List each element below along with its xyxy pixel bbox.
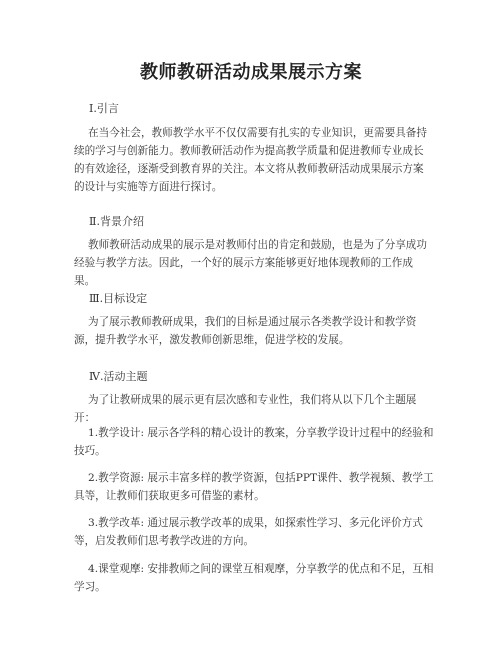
list-item-teaching-resources: 2.教学资源: 展示丰富多样的教学资源，包括PPT课件、教学视频、教学工具等，让教师们获取更多可借鉴的素材。 [74, 472, 434, 502]
list-item-teaching-reform: 3.教学改革: 通过展示教学改革的成果，如探索性学习、多元化评价方式等，启发教师们思考教学改进的方向。 [74, 517, 423, 547]
section-heading-background: Ⅱ.背景介绍 [89, 215, 144, 228]
section-heading-goals: Ⅲ.目标设定 [89, 292, 148, 305]
section-heading-themes: Ⅳ.活动主题 [89, 370, 148, 383]
section-heading-introduction: Ⅰ.引言 [89, 102, 119, 115]
paragraph-background: 教师教研活动成果的展示是对教师付出的肯定和鼓励，也是为了分享成功经验与教学方法。因此，一个好的展示方案能够更好地体现教师的工作成果。 [74, 239, 427, 287]
document-title: 教师教研活动成果展示方案 [140, 62, 362, 83]
paragraph-goals: 为了展示教师教研成果，我们的目标是通过展示各类教学设计和教学资源，提升教学水平，激发教师创新思维，促进学校的发展。 [74, 316, 417, 346]
list-item-classroom-observation: 4.课堂观摩: 安排教师之间的课堂互相观摩，分享教学的优点和不足，互相学习。 [74, 563, 434, 593]
paragraph-themes-intro: 为了让教研成果的展示更有层次感和专业性，我们将从以下几个主题展开： [74, 394, 417, 424]
paragraph-introduction: 在当今社会，教师教学水平不仅仅需要有扎实的专业知识，更需要具备持续的学习与创新能力。教师教研活动作为提高教学质量和促进教师专业成长的有效途径，逐渐受到教育界的关注。本文将从教师教研活动成果展示方案的设计与实施等方面进行探讨。 [74, 127, 427, 193]
list-item-teaching-design: 1.教学设计: 展示各学科的精心设计的教案，分享教学设计过程中的经验和技巧。 [74, 427, 434, 457]
